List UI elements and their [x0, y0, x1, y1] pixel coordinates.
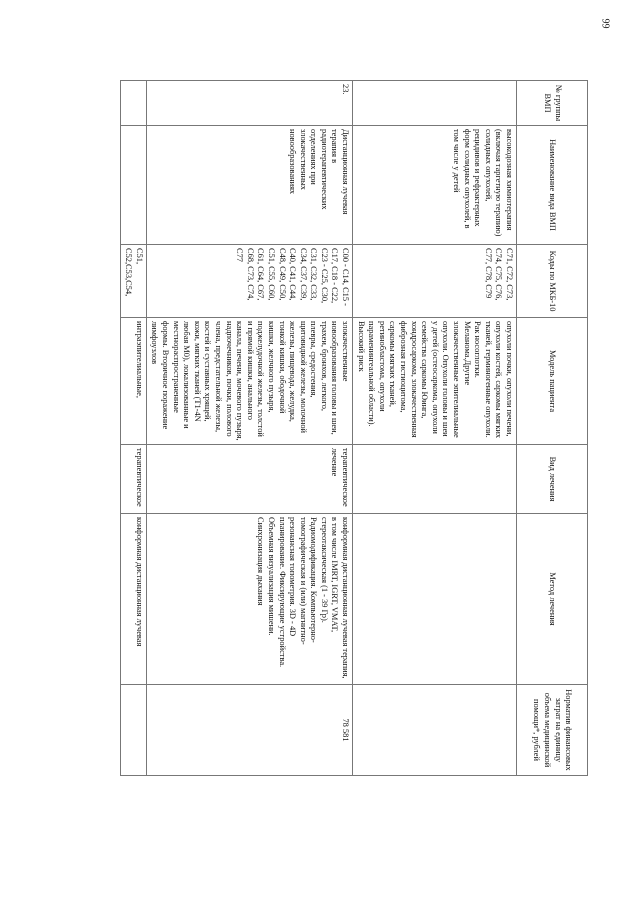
cell-treatment-method: конформная дистанционная лучевая	[120, 514, 146, 685]
cell-icd-codes: C71, C72, C73, C74, C75, C76, C77, C78, C79	[353, 245, 517, 318]
cell-vmp-name: Дистанционная лучевая терапия в радиотерапевтических отделениях при злокачественных новообразованиях	[146, 126, 352, 245]
cell-icd-codes: C00 - C14, C15 - C17, C18 - C22, C23 - C25, C30, C31, C32, C33, C34, C37, C39, C40, C41, C44, C48, C49, C50, C51, C55, C60, C61, C64, C67, C68, C73, C74, C77	[146, 245, 352, 318]
cell-cost	[353, 685, 517, 776]
header-icd-codes: Коды по МКБ-10	[517, 245, 588, 318]
cell-group: 23.	[146, 81, 352, 126]
cell-vmp-name	[120, 126, 146, 245]
header-row	[517, 81, 588, 776]
cell-treatment-method	[353, 514, 517, 685]
cell-icd-codes: C51, C52,C53,C54,	[120, 245, 146, 318]
cell-cost	[120, 685, 146, 776]
table-row	[146, 81, 352, 776]
cell-cost: 78 581	[146, 685, 352, 776]
cell-vmp-name: высокодозная химиотерапия (включая таргетную терапию) солидных опухолей, рецидивов и рефрактерных форм солидных опухолей, в том числе у детей	[353, 126, 517, 245]
cell-patient-model: опухоли почки, опухоли печени, опухоли костей, саркомы мягких тканей, герминогенные опухоли. Рак носоглотки. Меланома.Другие злокачественные эпителиальные опухоли. Опухоли головы и шеи у детей (остеосаркома, опухоли семейства саркомы Юинга, хондросаркома, злокачественная фиброзная гистиоцитома, саркомы мягких тканей, ретинобластома, опухоли параменингеальной области). Высокий риск	[353, 318, 517, 445]
header-group-number: № группы ВМП	[517, 81, 588, 126]
header-treatment-method: Метод лечения	[517, 514, 588, 685]
cell-patient-model: злокачественные новообразования головы и шеи, трахеи, бронхов, легкого, плевры, средостения, щитовидной железы, молочной железы, пищевода, желудка, тонкой кишки, ободочной кишки, желчного пузыря, поджелудочной железы, толстой и прямой кишки, анального канала, печени, мочевого пузыря, надпочечников, почки, полового члена, предстательной железы, костей и суставных хрящей, кожи, мягких тканей (T1-4N любая M0), локализованные и местнораспространенные формы. Вторичное поражение лимфоузлов	[146, 318, 352, 445]
table-row	[353, 81, 517, 776]
page-number: 99	[599, 18, 611, 29]
header-cost-norm: Норматив финансовых затрат на единицу объема медицинской помощи*, рублей	[517, 685, 588, 776]
header-vmp-name: Наименование вида ВМП	[517, 126, 588, 245]
cell-treatment-type	[353, 445, 517, 514]
cell-treatment-type: терапевтическое	[120, 445, 146, 514]
cell-group	[120, 81, 146, 126]
cell-group	[353, 81, 517, 126]
vmp-table	[120, 80, 588, 776]
cell-treatment-method: конформная дистанционная лучевая терапия, в том числе IMRT, IGRT, VMAT, стереотаксическая (1 - 39 Гр). Радиомодификация. Компьютерно-томографическая и (или) магнитно-резонансная топометрия. 3D - 4D планирование. Фиксирующие устройства. Объемная визуализация мишени. Синхронизация дыхания	[146, 514, 352, 685]
header-treatment-type: Вид лечения	[517, 445, 588, 514]
table-row	[120, 81, 146, 776]
cell-treatment-type: терапевтическое лечение	[146, 445, 352, 514]
header-patient-model: Модель пациента	[517, 318, 588, 445]
cell-patient-model: интраэпителиальные,	[120, 318, 146, 445]
